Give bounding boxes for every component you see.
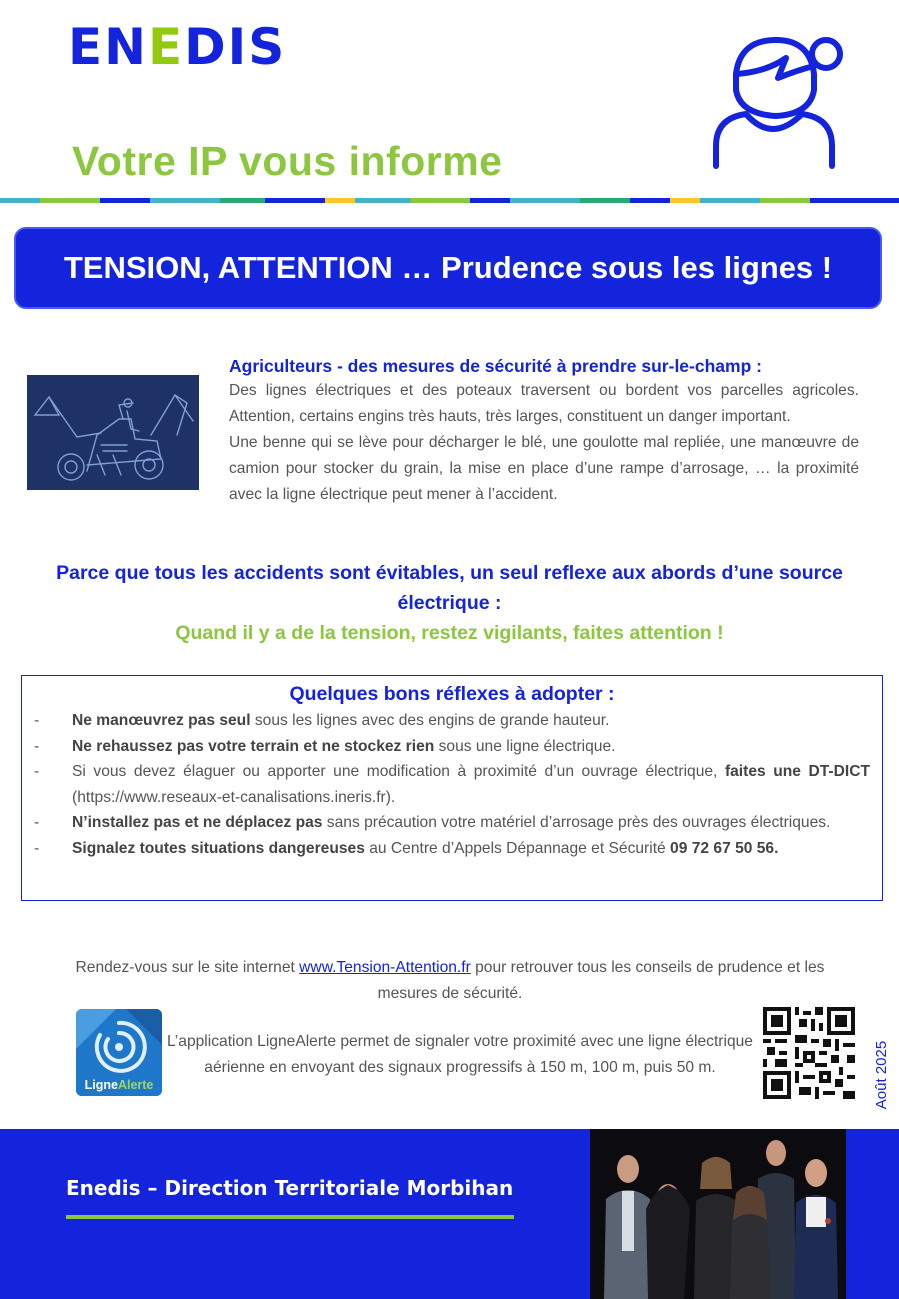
item-pre: Si vous devez élaguer ou apporter une modification à proximité d’un ouvrage électrique,	[72, 763, 725, 780]
reflexes-box	[21, 675, 883, 901]
tractor-illustration	[27, 375, 199, 490]
date-label	[860, 1035, 899, 1115]
page-headline: Votre IP vous informe	[72, 138, 503, 184]
qr-code-icon[interactable]	[763, 1007, 855, 1099]
item-bold: Ne manœuvrez pas seul	[72, 712, 251, 729]
intro-section	[229, 354, 859, 508]
list-item	[22, 734, 882, 760]
website-link[interactable]: www.Tension-Attention.fr	[299, 959, 471, 976]
intro-paragraph-2: Une benne qui se lève pour décharger le blé, une goulotte mal repliée, une manœuvre de camion pour stocker du grain, la mise en place d’une rampe d’arrosage, … la proximité avec la ligne électrique peut mener à l’accident.	[229, 434, 859, 503]
intro-heading: Agriculteurs - des mesures de sécurité à prendre sur-le-champ :	[229, 356, 762, 376]
key-message	[40, 558, 859, 648]
item-bold: Signalez toutes situations dangereuses	[72, 839, 365, 857]
reflexes-title: Quelques bons réflexes à adopter :	[289, 683, 615, 705]
list-item	[22, 708, 882, 734]
footer-title: Enedis – Direction Territoriale Morbihan	[66, 1176, 514, 1200]
app-description: L’application LigneAlerte permet de signaler votre proximité avec une ligne électrique aérienne en envoyant des signaux progressifs à 150 m, 100 m, puis 50 m.	[167, 1033, 753, 1076]
app-label-part-1: Ligne	[84, 1078, 118, 1092]
intro-paragraph-1: Des lignes électriques et des poteaux traversent ou bordent vos parcelles agricoles. Attention, certains engins très hauts, très larges, constituent un danger important.	[229, 382, 859, 425]
item-bold: Ne rehaussez pas votre terrain et ne stockez rien	[72, 737, 435, 755]
enedis-logo	[68, 18, 287, 76]
reflexes-list	[22, 708, 882, 861]
footer-underline	[66, 1215, 514, 1219]
user-avatar-icon	[706, 34, 846, 174]
list-item	[22, 836, 882, 862]
item-bold: faites une DT-DICT	[724, 763, 870, 780]
lignealerte-app-icon[interactable]	[76, 1009, 162, 1096]
website-text-before: Rendez-vous sur le site internet	[75, 959, 300, 976]
logo-part-3: DIS	[184, 18, 287, 76]
item-text: sous les lignes avec des engins de grande hauteur.	[250, 712, 610, 729]
list-item	[22, 810, 882, 836]
date-text: Août 2025	[873, 1040, 890, 1110]
title-banner: TENSION, ATTENTION … Prudence sous les lignes !	[14, 227, 882, 309]
list-item	[22, 759, 882, 810]
item-text: au Centre d’Appels Dépannage et Sécurité	[364, 839, 671, 857]
item-text: (https://www.reseaux-et-canalisations.ineris.fr).	[72, 788, 396, 806]
app-icon-label	[76, 1078, 162, 1092]
website-text-after: pour retrouver tous les conseils de prudence et les mesures de sécurité.	[377, 959, 825, 1002]
website-info	[60, 955, 840, 1007]
phone-number: 09 72 67 50 56.	[670, 839, 779, 857]
logo-part-2: E	[148, 18, 185, 76]
item-text: sous une ligne électrique.	[434, 737, 616, 755]
team-photo	[590, 1129, 846, 1299]
key-message-line-1: Parce que tous les accidents sont évitables, un seul reflexe aux abords d’une source électrique :	[56, 562, 843, 614]
item-bold: N’installez pas et ne déplacez pas	[72, 814, 323, 831]
app-label-part-2: Alerte	[117, 1078, 154, 1092]
color-stripe	[0, 198, 899, 203]
logo-part-1: EN	[68, 18, 149, 76]
item-text: sans précaution votre matériel d’arrosage près des ouvrages électriques.	[322, 814, 831, 831]
key-message-line-2: Quand il y a de la tension, restez vigilants, faites attention !	[175, 622, 724, 644]
